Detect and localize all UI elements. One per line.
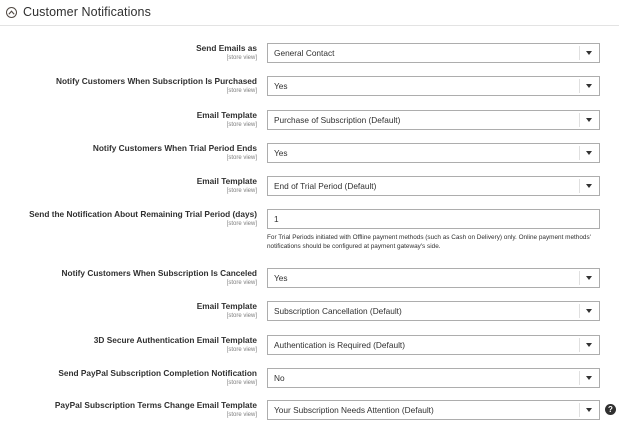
dropdown-arrow-icon[interactable] [579, 44, 599, 62]
select-value: No [274, 373, 285, 383]
scope-label: [store view] [226, 380, 257, 386]
select-value: Subscription Cancellation (Default) [274, 306, 402, 316]
notify-trial-ends-select[interactable] [267, 143, 600, 163]
dropdown-arrow-icon[interactable] [579, 336, 599, 354]
dropdown-arrow-icon[interactable] [579, 401, 599, 419]
section-header-customer-notifications[interactable] [6, 0, 606, 24]
field-label: Email Template [196, 176, 257, 186]
help-icon[interactable]: ? [605, 404, 616, 415]
send-emails-as-select[interactable] [267, 43, 600, 63]
email-template-purchase-select[interactable] [267, 110, 600, 130]
section-title: Customer Notifications [23, 5, 151, 19]
scope-label: [store view] [226, 313, 257, 319]
field-label: PayPal Subscription Terms Change Email Template [54, 400, 257, 410]
field-label: Email Template [196, 301, 257, 311]
select-value: Purchase of Subscription (Default) [274, 115, 401, 125]
section-divider [0, 25, 619, 26]
field-comment: For Trial Periods initiated with Offline payment methods (such as Cash on Delivery) only. Online payment methods' notifications should be configured at payment gateway's side. [267, 234, 591, 250]
notify-purchased-select[interactable] [267, 76, 600, 96]
field-label: Notify Customers When Subscription Is Purchased [55, 76, 257, 86]
scope-label: [store view] [226, 88, 257, 94]
remaining-trial-days-input[interactable] [267, 209, 600, 229]
select-value: General Contact [274, 48, 335, 58]
scope-label: [store view] [226, 280, 257, 286]
dropdown-arrow-icon[interactable] [579, 77, 599, 95]
dropdown-arrow-icon[interactable] [579, 302, 599, 320]
select-value: Your Subscription Needs Attention (Default) [274, 405, 434, 415]
select-value: Authentication is Required (Default) [274, 340, 405, 350]
select-value: Yes [274, 273, 288, 283]
select-value: Yes [274, 81, 288, 91]
3d-secure-template-select[interactable] [267, 335, 600, 355]
scope-label: [store view] [226, 188, 257, 194]
dropdown-arrow-icon[interactable] [579, 111, 599, 129]
paypal-completion-select[interactable] [267, 368, 600, 388]
scope-label: [store view] [226, 412, 257, 418]
notify-canceled-select[interactable] [267, 268, 600, 288]
scope-label: [store view] [226, 55, 257, 61]
scope-label: [store view] [226, 221, 257, 227]
select-value: End of Trial Period (Default) [274, 181, 377, 191]
collapse-icon[interactable] [6, 7, 17, 18]
dropdown-arrow-icon[interactable] [579, 369, 599, 387]
field-label: Send the Notification About Remaining Trial Period (days) [29, 209, 257, 219]
scope-label: [store view] [226, 347, 257, 353]
scope-label: [store view] [226, 122, 257, 128]
email-template-cancellation-select[interactable] [267, 301, 600, 321]
field-label: 3D Secure Authentication Email Template [93, 335, 257, 345]
paypal-terms-change-select[interactable] [267, 400, 600, 420]
dropdown-arrow-icon[interactable] [579, 177, 599, 195]
scope-label: [store view] [226, 155, 257, 161]
field-label: Notify Customers When Subscription Is Canceled [61, 268, 257, 278]
input-value: 1 [274, 214, 279, 224]
dropdown-arrow-icon[interactable] [579, 144, 599, 162]
email-template-trial-select[interactable] [267, 176, 600, 196]
field-label: Notify Customers When Trial Period Ends [92, 143, 257, 153]
select-value: Yes [274, 148, 288, 158]
field-label: Send PayPal Subscription Completion Notification [58, 368, 257, 378]
field-label: Email Template [196, 110, 257, 120]
dropdown-arrow-icon[interactable] [579, 269, 599, 287]
field-label: Send Emails as [196, 43, 257, 53]
